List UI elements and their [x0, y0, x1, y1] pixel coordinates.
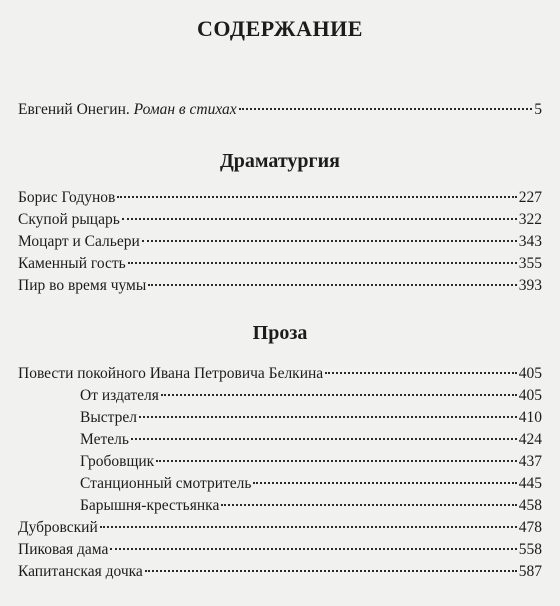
- page-title: СОДЕРЖАНИЕ: [197, 16, 363, 41]
- dot-leader: [142, 240, 517, 242]
- toc-entry-page: 5: [534, 101, 542, 118]
- toc-entry: Борис Годунов 227: [18, 189, 542, 206]
- dot-leader: [122, 218, 517, 220]
- dot-leader: [253, 482, 516, 484]
- toc-entry: Пиковая дама 558: [18, 541, 542, 558]
- toc-entry: Моцарт и Сальери 343: [18, 233, 542, 250]
- dot-leader: [128, 262, 517, 264]
- toc-entry: Пир во время чумы 393: [18, 277, 542, 294]
- dot-leader: [110, 548, 516, 550]
- toc-entry-sub: От издателя 405: [80, 387, 542, 404]
- dot-leader: [148, 284, 516, 286]
- toc-entry-sub: Барышня-крестьянка 458: [80, 497, 542, 514]
- section-title-drama: Драматургия: [220, 150, 340, 172]
- toc-entry-sub: Гробовщик 437: [80, 453, 542, 470]
- toc-entry: Каменный гость 355: [18, 255, 542, 272]
- dot-leader: [139, 416, 517, 418]
- toc-entry-onegin: [18, 100, 542, 120]
- dot-leader: [239, 108, 533, 110]
- dot-leader: [145, 570, 517, 572]
- dot-leader: [221, 504, 516, 506]
- toc-entry: Капитанская дочка 587: [18, 563, 542, 580]
- dot-leader: [325, 372, 517, 374]
- toc-entry: Скупой рыцарь 322: [18, 211, 542, 228]
- dot-leader: [156, 460, 517, 462]
- toc-entry: Повести покойного Ивана Петровича Белкина 405: [18, 365, 542, 382]
- section-title-prose: Проза: [252, 322, 308, 344]
- dot-leader: [131, 438, 517, 440]
- toc-entry-title: Евгений Онегин. Роман в стихах: [18, 101, 237, 118]
- toc-entry-sub: Станционный смотритель 445: [80, 475, 542, 492]
- toc-entry-sub: Выстрел 410: [80, 409, 542, 426]
- dot-leader: [117, 196, 516, 198]
- dot-leader: [161, 394, 517, 396]
- toc-entry: Дубровский 478: [18, 519, 542, 536]
- toc-entry-sub: Метель 424: [80, 431, 542, 448]
- dot-leader: [100, 526, 517, 528]
